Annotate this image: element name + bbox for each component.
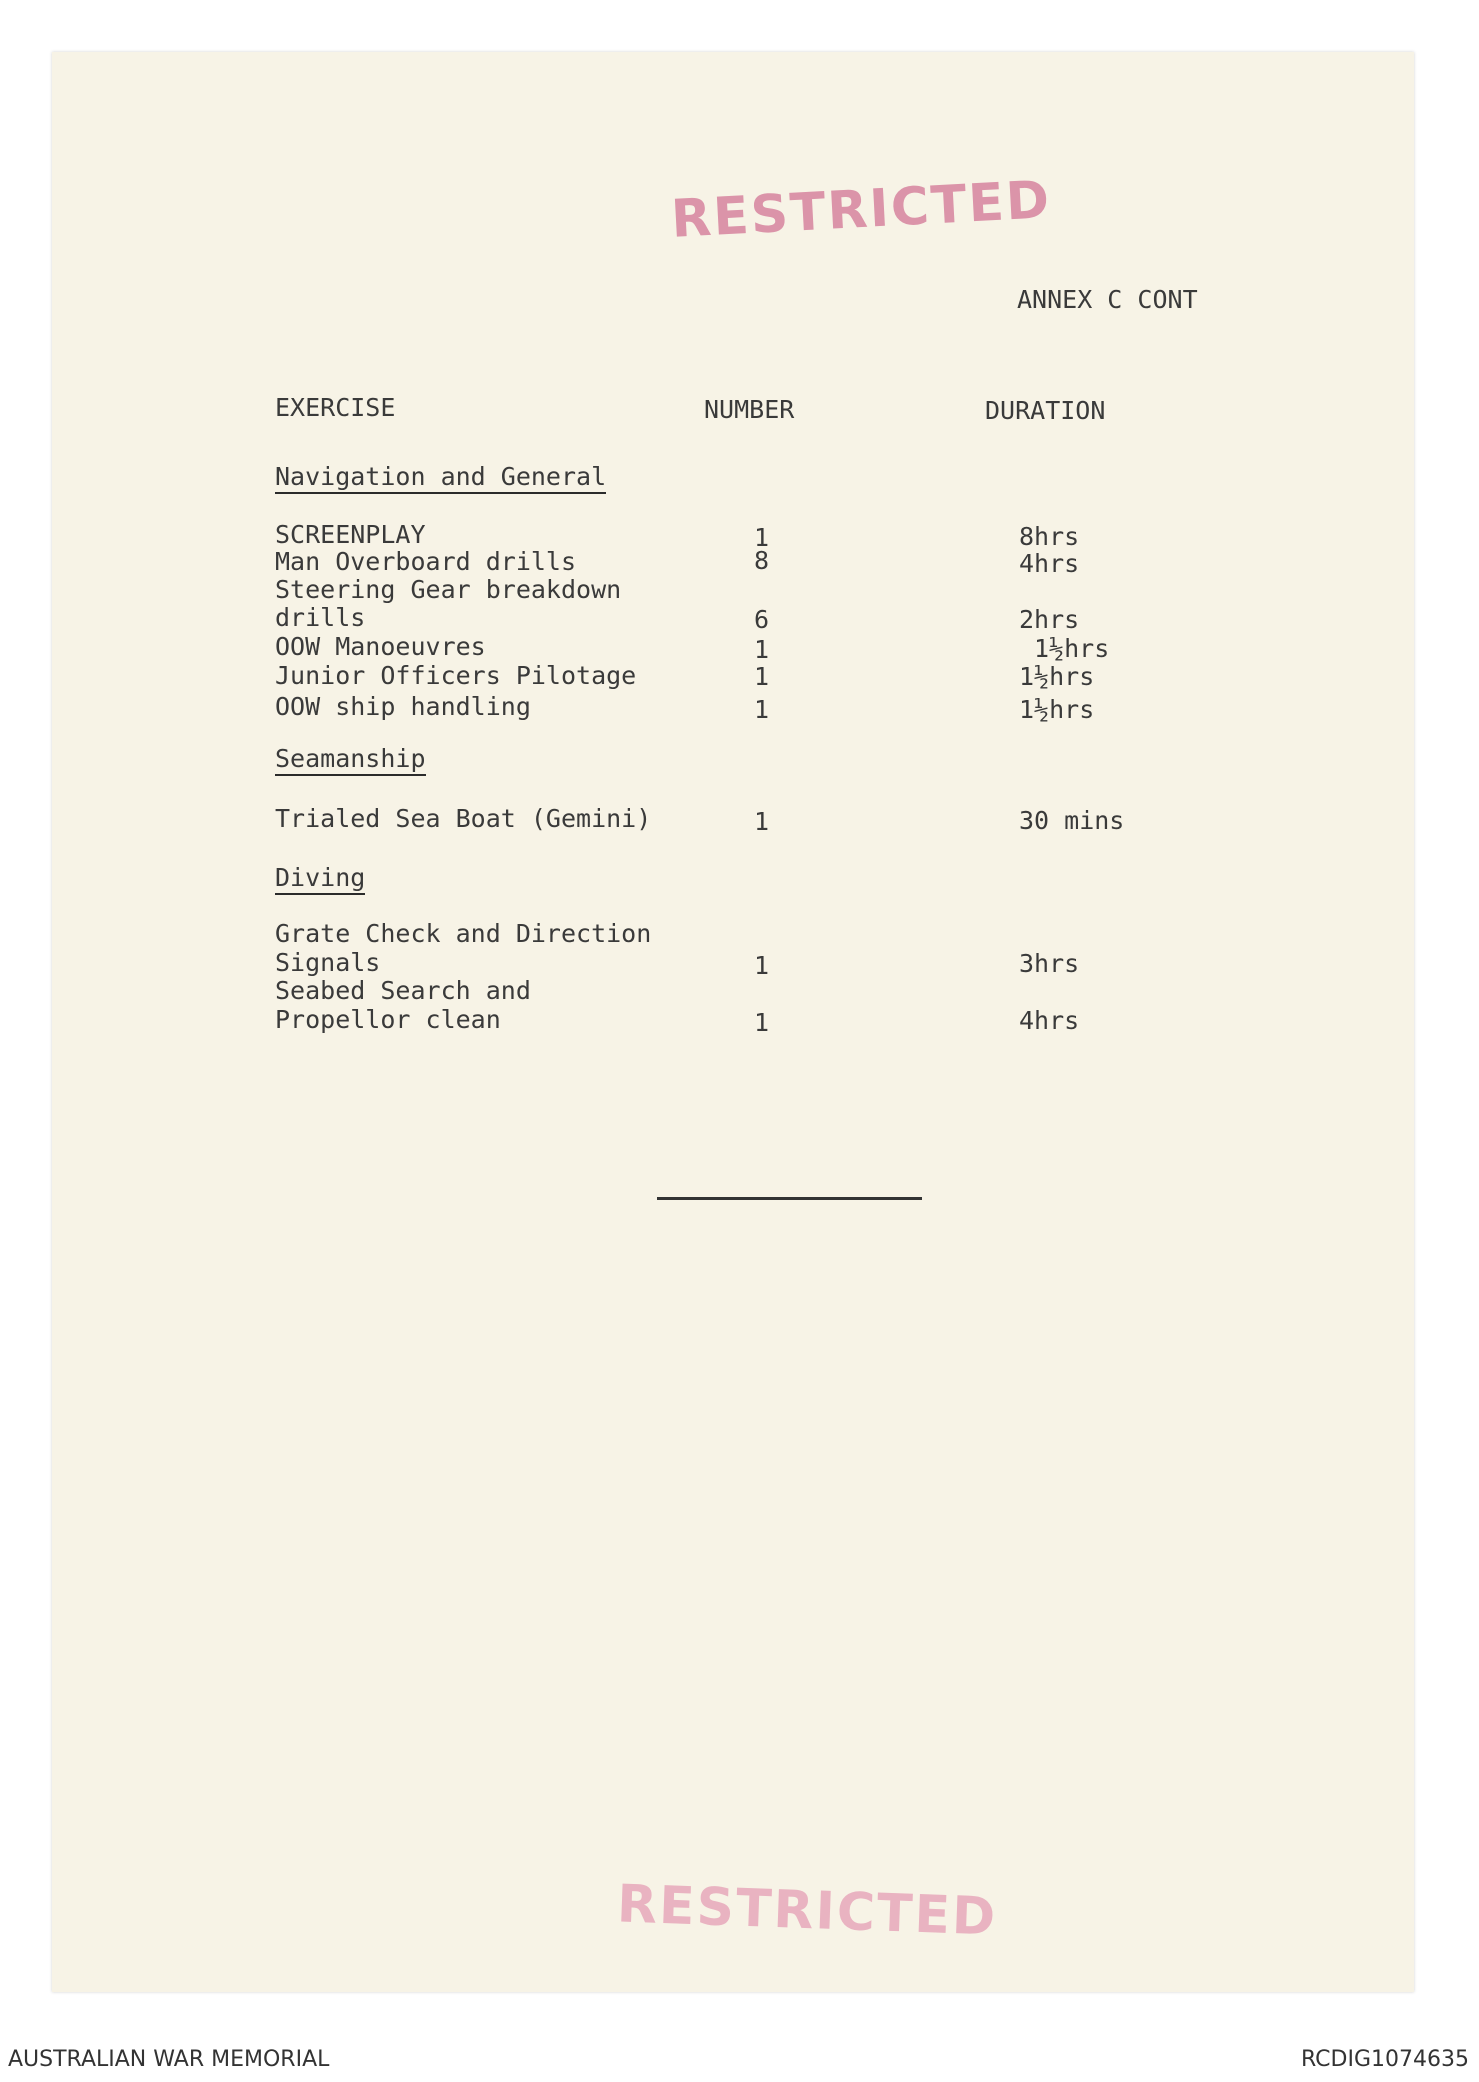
table-row-exercise: OOW ship handling xyxy=(275,692,531,721)
table-row-duration: 1½hrs xyxy=(1019,662,1095,691)
table-row-exercise: drills xyxy=(275,603,366,632)
table-row-exercise: OOW Manoeuvres xyxy=(275,632,486,661)
table-row-number: 1 xyxy=(754,807,770,836)
table-row-exercise: Grate Check and Direction xyxy=(275,919,652,948)
table-row-number: 1 xyxy=(754,1008,770,1037)
section-heading-seamanship: Seamanship xyxy=(275,746,426,776)
table-row-exercise: Steering Gear breakdown xyxy=(275,575,622,604)
table-row-duration: 1½hrs xyxy=(1019,695,1095,724)
column-header-duration: DURATION xyxy=(985,396,1106,425)
table-row-duration: 3hrs xyxy=(1019,949,1080,978)
table-row-number: 6 xyxy=(754,605,770,634)
table-row-exercise: SCREENPLAY xyxy=(275,520,426,549)
table-row-exercise: Seabed Search and xyxy=(275,976,531,1005)
section-heading-diving: Diving xyxy=(275,865,365,895)
table-row-duration: 8hrs xyxy=(1019,522,1080,551)
annex-label: ANNEX C CONT xyxy=(1017,285,1198,314)
table-row-exercise: Trialed Sea Boat (Gemini) xyxy=(275,804,652,833)
table-row-duration: 1½hrs xyxy=(1034,634,1110,663)
column-header-number: NUMBER xyxy=(704,395,795,424)
table-row-exercise: Man Overboard drills xyxy=(275,547,577,576)
table-row-number: 1 xyxy=(754,523,770,552)
table-row-duration: 2hrs xyxy=(1019,605,1080,634)
table-row-number: 1 xyxy=(754,951,770,980)
table-row-number: 1 xyxy=(754,662,770,691)
section-heading-navigation: Navigation and General xyxy=(275,464,606,494)
restricted-stamp-top: RESTRICTED xyxy=(669,170,1053,250)
table-row-exercise: Junior Officers Pilotage xyxy=(275,661,637,690)
document-page xyxy=(52,52,1414,1992)
footer-archive-label: AUSTRALIAN WAR MEMORIAL xyxy=(8,2047,330,2072)
table-row-duration: 4hrs xyxy=(1019,549,1080,578)
footer-record-id: RCDIG1074635 xyxy=(1300,2047,1469,2072)
end-divider-line xyxy=(657,1197,922,1200)
table-row-exercise: Propellor clean xyxy=(275,1005,501,1034)
table-row-number: 8 xyxy=(754,546,770,575)
table-row-number: 1 xyxy=(754,695,770,724)
restricted-stamp-bottom: RESTRICTED xyxy=(616,1874,999,1948)
table-row-duration: 30 mins xyxy=(1019,806,1125,835)
table-row-exercise: Signals xyxy=(275,948,381,977)
table-row-duration: 4hrs xyxy=(1019,1006,1080,1035)
table-row-number: 1 xyxy=(754,635,770,664)
column-header-exercise: EXERCISE xyxy=(275,393,396,422)
